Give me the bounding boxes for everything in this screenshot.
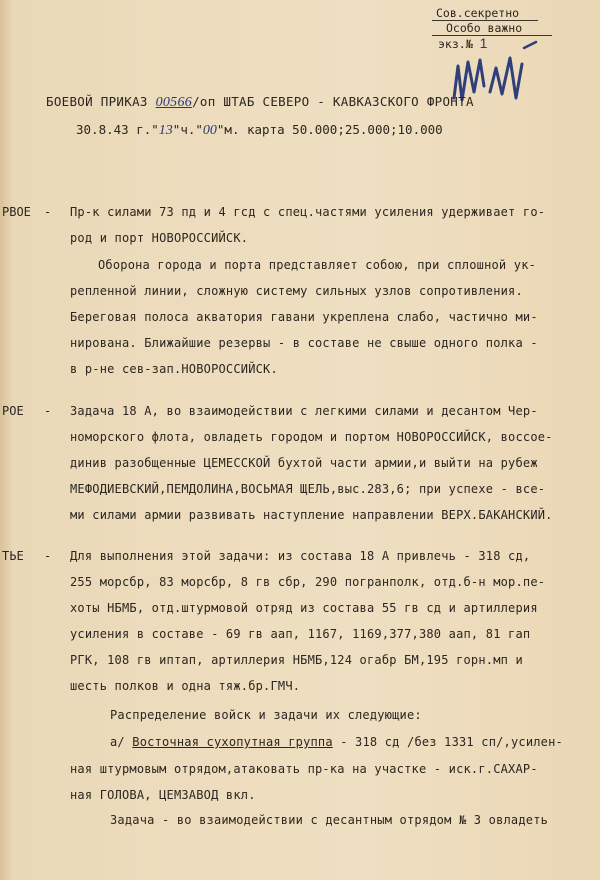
text-line: ми силами армии развивать наступление направлении ВЕРХ.БАКАНСКИЙ. bbox=[70, 508, 553, 522]
text-line: ная ГОЛОВА, ЦЕМЗАВОД вкл. bbox=[70, 788, 256, 802]
group-description: - 318 сд /без 1331 сп/,усилен- bbox=[340, 735, 563, 749]
order-title bbox=[46, 94, 474, 111]
secrecy-level: Сов.секретно bbox=[432, 6, 538, 21]
order-hour-unit: "ч." bbox=[172, 122, 203, 137]
copy-label: экз.№ bbox=[438, 37, 473, 51]
text-line: хоты НБМБ, отд.штурмовой отряд из состава 55 гв сд и артиллерия bbox=[70, 601, 538, 615]
text-line: Пр-к силами 73 пд и 4 гсд с спец.частями усиления удерживает го- bbox=[70, 205, 546, 219]
order-hour: 13 bbox=[158, 123, 173, 138]
section-label-third: ТЬЕ bbox=[2, 549, 24, 563]
text-line: динив разобщенные ЦЕМЕССКОЙ бухтой части армии,и выйти на рубеж bbox=[70, 456, 538, 470]
order-number: 00566 bbox=[155, 95, 193, 110]
importance-level: Особо важно bbox=[432, 21, 552, 36]
text-line: Распределение войск и задачи их следующие: bbox=[110, 708, 422, 722]
text-line: ная штурмовым отрядом,атаковать пр-ка на участке - иск.г.САХАР- bbox=[70, 762, 538, 776]
section-dash: - bbox=[44, 404, 52, 418]
text-line: Береговая полоса акватория гавани укреплена слабо, частично ми- bbox=[70, 310, 538, 324]
text-line: МЕФОДИЕВСКИЙ,ПЕМДОЛИНА,ВОСЬМАЯ ЩЕЛЬ,выс.283,6; при успехе - все- bbox=[70, 482, 546, 496]
section-label-first: РВОЕ bbox=[2, 205, 31, 219]
text-line: Оборона города и порта представляет собою, при сплошной ук- bbox=[98, 258, 537, 272]
section-label-second: РОЕ bbox=[2, 404, 24, 418]
text-line: Задача - во взаимодействии с десантным отрядом № 3 овладеть bbox=[110, 813, 549, 827]
item-marker: а/ bbox=[110, 735, 125, 749]
order-title-prefix: БОЕВОЙ ПРИКАЗ bbox=[46, 94, 148, 109]
text-line: шесть полков и одна тяж.бр.ГМЧ. bbox=[70, 679, 301, 693]
text-line: Для выполнения этой задачи: из состава 18 А привлечь - 318 сд, bbox=[70, 549, 531, 563]
order-minute: 00 bbox=[202, 123, 217, 138]
text-line: род и порт НОВОРОССИЙСК. bbox=[70, 231, 249, 245]
text-line: в р-не сев-зап.НОВОРОССИЙСК. bbox=[70, 362, 278, 376]
text-line: Задача 18 А, во взаимодействии с легкими силами и десантом Чер- bbox=[70, 404, 538, 418]
text-line: номорского флота, овладеть городом и портом НОВОРОССИЙСК, воссое- bbox=[70, 430, 553, 444]
group-name: Восточная сухопутная группа bbox=[132, 735, 333, 749]
copy-number: 1 bbox=[479, 35, 488, 51]
order-date: 30.8.43 г." bbox=[76, 122, 159, 137]
text-line-group bbox=[110, 735, 563, 749]
section-dash: - bbox=[44, 549, 52, 563]
text-line: 255 морсбр, 83 морсбр, 8 гв сбр, 290 погранполк, отд.б-н мор.пе- bbox=[70, 575, 546, 589]
text-line: усиления в составе - 69 гв аап, 1167, 1169,377,380 аап, 81 гап bbox=[70, 627, 531, 641]
text-line: репленной линии, сложную систему сильных узлов сопротивления. bbox=[70, 284, 523, 298]
order-title-suffix: /оп ШТАБ СЕВЕРО - КАВКАЗСКОГО ФРОНТА bbox=[192, 94, 474, 109]
section-dash: - bbox=[44, 205, 52, 219]
order-datetime bbox=[76, 122, 443, 139]
order-minute-unit: "м. карта 50.000;25.000;10.000 bbox=[216, 122, 443, 137]
text-line: РГК, 108 гв иптап, артиллерия НБМБ,124 огабр БМ,195 горн.мп и bbox=[70, 653, 523, 667]
text-line: нирована. Ближайшие резервы - в составе не свыше одного полка - bbox=[70, 336, 538, 350]
